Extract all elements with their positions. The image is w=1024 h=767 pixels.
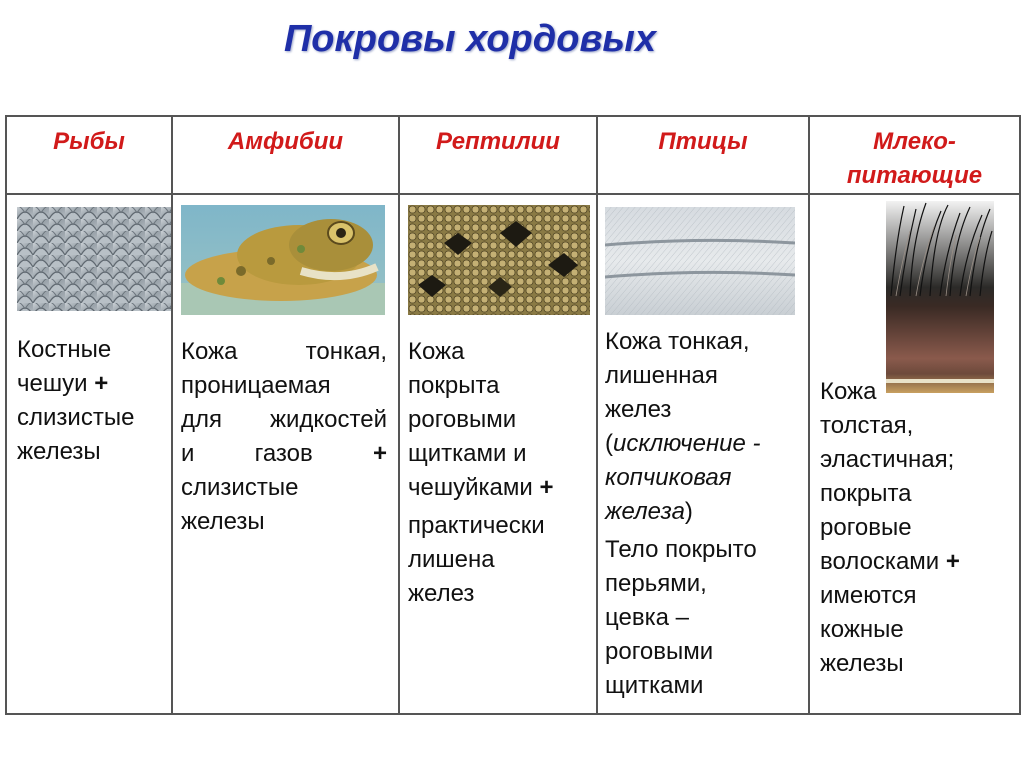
fur-skin-photo (886, 201, 994, 393)
cell-reptiles (399, 194, 597, 714)
cell-amphibians (172, 194, 399, 714)
cell-mammals (809, 194, 1020, 714)
reptiles-description: Кожа покрыта роговыми щитками и чешуйками + практически лишена желез (408, 338, 554, 607)
header-mammals-line1: Млеко- (873, 128, 956, 155)
cell-birds (597, 194, 809, 714)
mammals-description: Кожа толстая, эластичная; покрыта роговые волосками + имеются кожные железы (820, 378, 960, 677)
chordate-integument-table (5, 115, 1021, 715)
header-reptiles: Рептилии (399, 116, 597, 194)
snake-skin-photo (408, 205, 590, 315)
header-row (6, 116, 1020, 194)
frog-photo (181, 205, 385, 315)
birds-description: Кожа тонкая, лишенная желез (исключение - копчиковая железа) Тело покрыто перьями, цевка – роговыми щитками (605, 328, 761, 699)
fish-description: Костные чешуи + слизистые железы (17, 336, 135, 465)
header-mammals (809, 116, 1020, 194)
feather-photo (605, 207, 795, 315)
page-title: Покровы хордовых (283, 18, 657, 60)
header-mammals-line2: питающие (846, 162, 983, 189)
content-row (6, 194, 1020, 714)
cell-fish (6, 194, 172, 714)
header-amphibians: Амфибии (172, 116, 399, 194)
header-fish: Рыбы (6, 116, 172, 194)
amphibians-description: Кожа тонкая, проницаемая для жидкостей и газов + слизистые железы (181, 338, 387, 535)
header-birds: Птицы (597, 116, 809, 194)
fish-scales-photo (17, 207, 171, 311)
